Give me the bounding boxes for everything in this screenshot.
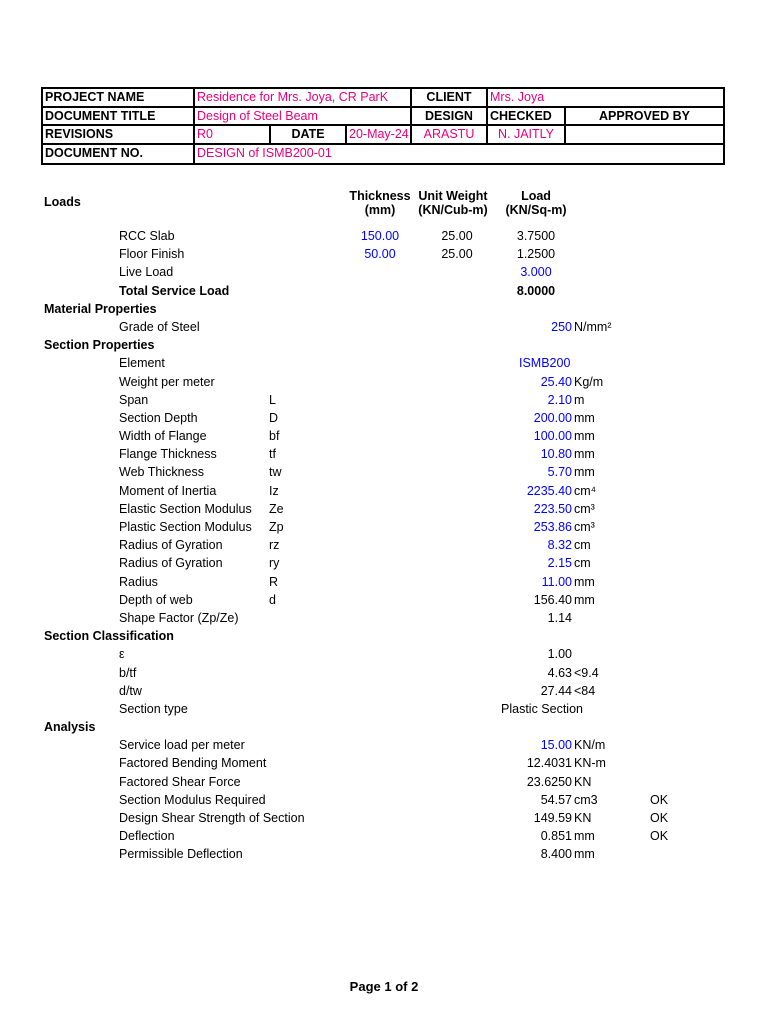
epsilon-label: ε [119,647,125,662]
header-row-project [43,89,723,108]
property-label: Section Depth [119,410,198,425]
section-type-value: Plastic Section [501,701,583,716]
section-row [0,463,768,481]
date-value: 20-May-24 [347,126,412,143]
total-load-label: Total Service Load [119,283,230,298]
analysis-value: 15.00 [540,738,572,753]
section-row [0,536,768,554]
section-classification-heading [0,627,768,645]
property-label: Radius of Gyration [119,538,223,553]
property-unit: cm⁴ [574,483,597,498]
analysis-title: Analysis [44,720,96,735]
load-row-total [0,282,768,300]
analysis-unit: KN [574,811,592,825]
property-label: Depth of web [119,592,193,607]
section-type-row [0,700,768,718]
btf-limit: <9.4 [574,665,599,680]
analysis-label: Service load per meter [119,738,245,753]
analysis-row [0,845,768,863]
grade-label: Grade of Steel [119,319,200,334]
dtw-label: d/tw [119,683,142,698]
property-unit: mm [574,592,595,607]
header-row-docno [43,145,723,164]
analysis-heading [0,718,768,736]
section-properties-heading [0,336,768,354]
ok-status: OK [650,811,669,825]
designer-value: ARASTU [412,126,488,143]
property-label: Plastic Section Modulus [119,520,252,534]
load-value: 1.2500 [516,247,556,262]
property-unit: cm [574,538,591,553]
analysis-unit: cm3 [574,792,598,807]
property-symbol: D [269,410,279,425]
unit-weight-header-text: Unit Weight [418,189,488,203]
thickness-value: 50.00 [364,247,396,262]
dtw-value: 27.44 [540,683,572,698]
revision-value: R0 [195,126,271,143]
property-symbol: L [269,392,276,407]
load-row-floor-finish [0,245,768,263]
ok-status: OK [650,792,669,807]
grade-of-steel-row [0,318,768,336]
grade-unit: N/mm² [574,319,612,334]
document-title-label: DOCUMENT TITLE [43,108,195,125]
revisions-label: REVISIONS [43,126,195,143]
section-row [0,409,768,427]
section-row [0,391,768,409]
property-value: 156.40 [533,592,572,607]
section-row [0,482,768,500]
property-unit: m [574,392,585,407]
element-value: ISMB200 [519,356,571,371]
analysis-label: Design Shear Strength of Section [119,811,305,825]
document-no-label: DOCUMENT NO. [43,145,195,164]
analysis-label: Deflection [119,829,175,844]
load-value: 3.000 [520,265,552,280]
property-label: Element [119,356,165,371]
grade-value: 250 [551,319,572,334]
property-symbol: bf [269,429,280,444]
analysis-row [0,809,768,827]
property-unit: cm [574,556,591,571]
analysis-row [0,773,768,791]
property-value: 11.00 [541,574,572,589]
section-row [0,427,768,445]
classification-title: Section Classification [44,629,174,644]
property-value: 8.32 [547,538,572,553]
project-name-value: Residence for Mrs. Joya, CR ParK [195,89,412,106]
property-value: 10.80 [540,447,572,462]
btf-row [0,664,768,682]
loads-table [0,227,768,864]
section-properties-title: Section Properties [44,338,155,353]
section-type-label: Section type [119,701,188,716]
analysis-value: 12.4031 [526,756,572,771]
property-symbol: tf [269,447,276,462]
analysis-unit: KN-m [574,756,606,771]
property-unit: mm [574,465,595,480]
project-name-label: PROJECT NAME [43,89,195,106]
analysis-row [0,754,768,772]
approver-value [566,126,723,143]
property-unit: mm [574,447,595,462]
property-value: 25.40 [540,374,572,389]
section-row [0,554,768,572]
analysis-value: 8.400 [540,847,572,862]
load-value: 3.7500 [516,229,556,243]
property-value: 2.15 [547,556,572,571]
analysis-label: Permissible Deflection [119,847,243,862]
property-value: 200.00 [533,410,572,425]
client-value: Mrs. Joya [490,90,545,104]
client-label: CLIENT [412,89,488,106]
property-symbol: d [269,592,276,607]
property-unit: mm [574,410,595,425]
load-row-rcc-slab [0,227,768,245]
load-label: RCC Slab [119,229,175,243]
btf-value: 4.63 [547,665,572,680]
btf-label: b/tf [119,665,137,680]
analysis-row [0,827,768,845]
document-no-value: DESIGN of ISMB200-01 [197,145,332,160]
section-row [0,373,768,391]
epsilon-value: 1.00 [547,647,572,662]
epsilon-row [0,645,768,663]
property-label: Shape Factor (Zp/Ze) [119,610,239,625]
thickness-header-text: Thickness [349,189,411,203]
property-unit: cm³ [574,520,595,534]
property-label: Weight per meter [119,374,215,389]
section-row [0,591,768,609]
dtw-row [0,682,768,700]
thickness-header-unit: (mm) [364,203,396,217]
property-value: 2235.40 [526,483,572,498]
analysis-unit: mm [574,829,595,844]
unit-weight-value: 25.00 [441,229,473,243]
analysis-unit: KN/m [574,738,606,753]
property-label: Flange Thickness [119,447,217,462]
property-symbol: rz [269,538,280,553]
load-header-text: Load [521,189,551,203]
document-title-value: Design of Steel Beam [195,108,412,125]
property-label: Elastic Section Modulus [119,501,252,516]
property-unit: mm [574,574,595,589]
property-label: Radius [119,574,158,589]
analysis-value: 0.851 [540,829,572,844]
section-row-element [0,354,768,372]
dtw-limit: <84 [574,683,596,698]
property-symbol: Zp [269,520,284,534]
load-row-live-load [0,263,768,281]
analysis-unit: KN [574,774,592,789]
property-symbol: ry [269,556,280,571]
analysis-label: Factored Shear Force [119,774,241,789]
analysis-value: 54.57 [540,792,572,807]
design-label: DESIGN [412,108,488,125]
property-symbol: R [269,574,279,589]
property-label: Web Thickness [119,465,204,480]
analysis-row [0,736,768,754]
property-unit: cm³ [574,501,595,516]
material-properties-heading [0,300,768,318]
page-number: Page 1 of 2 [349,979,419,994]
property-label: Radius of Gyration [119,556,223,571]
unit-weight-value: 25.00 [441,247,473,262]
header-row-title [43,108,723,127]
checker-value: N. JAITLY [488,126,566,143]
unit-weight-column-header [418,189,487,217]
load-label: Floor Finish [119,247,185,262]
section-row [0,573,768,591]
header-row-revisions [43,126,723,145]
property-value: 223.50 [533,501,572,516]
property-label: Width of Flange [119,429,207,444]
analysis-label: Factored Bending Moment [119,756,267,771]
analysis-row [0,791,768,809]
property-symbol: Iz [269,483,279,498]
property-value: 5.70 [547,465,572,480]
property-symbol: tw [269,465,282,480]
thickness-value: 150.00 [360,229,400,243]
section-row [0,500,768,518]
property-label: Span [119,392,149,407]
thickness-column-header [349,189,410,217]
property-unit: Kg/m [574,374,604,389]
section-row [0,445,768,463]
analysis-value: 23.6250 [526,774,572,789]
analysis-unit: mm [574,847,595,862]
property-value: 2.10 [547,392,572,407]
property-label: Moment of Inertia [119,483,217,498]
unit-weight-header-unit: (KN/Cub-m) [418,203,488,217]
document-header-table [41,87,725,165]
property-unit: mm [574,429,595,444]
analysis-label: Section Modulus Required [119,792,266,807]
loads-section-title: Loads [44,195,81,209]
property-value: 100.00 [533,429,572,444]
property-symbol: Ze [269,501,284,516]
date-label: DATE [271,126,347,143]
ok-status: OK [650,829,669,844]
property-value: 253.86 [533,520,572,534]
property-value: 1.14 [547,610,572,625]
approved-by-label: APPROVED BY [599,108,690,123]
load-column-header [505,189,566,217]
total-load-value: 8.0000 [516,283,556,298]
load-header-unit: (KN/Sq-m) [505,203,567,217]
analysis-value: 149.59 [533,811,572,825]
load-label: Live Load [119,265,174,280]
section-row [0,518,768,536]
section-row [0,609,768,627]
material-section-title: Material Properties [44,301,157,316]
checked-label: CHECKED [488,108,566,125]
